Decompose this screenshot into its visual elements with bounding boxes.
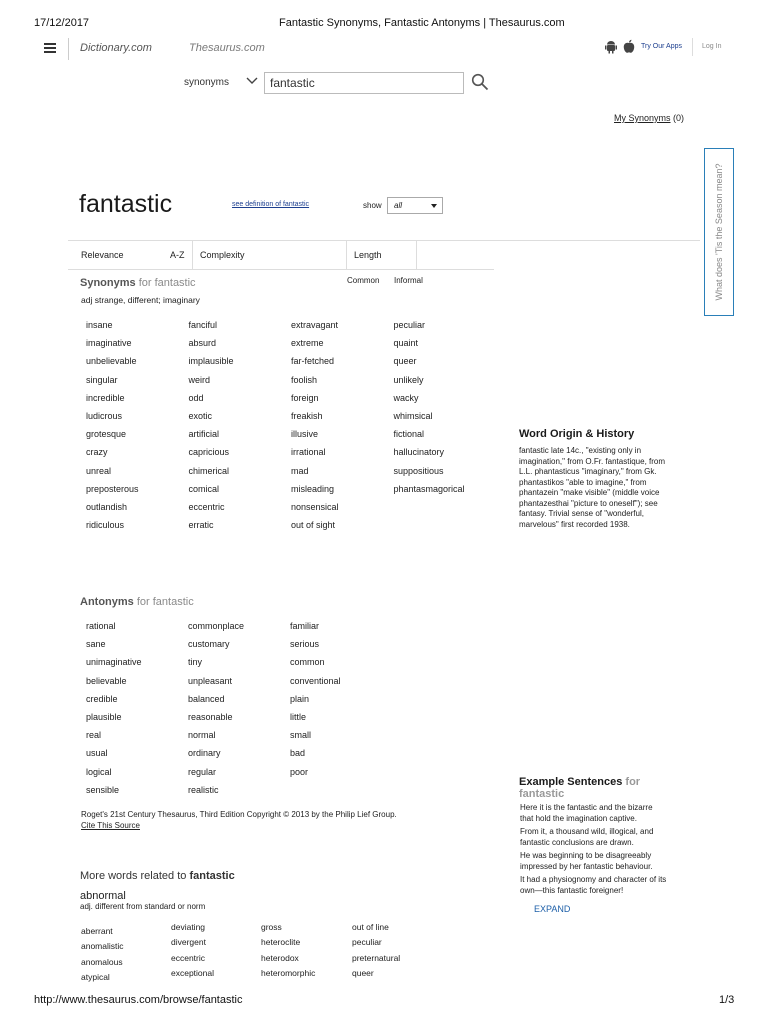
synonyms-heading-label: Synonyms xyxy=(80,277,136,289)
antonym-link[interactable]: ordinary xyxy=(188,748,221,759)
android-icon[interactable] xyxy=(604,40,618,54)
filter-common[interactable]: Common xyxy=(347,276,380,285)
tab-divider xyxy=(192,241,193,269)
example-sentences-label: Example Sentences xyxy=(519,776,623,788)
example-sentences-list xyxy=(520,803,666,899)
related-word-link[interactable]: gross xyxy=(261,922,282,932)
antonym-link[interactable]: small xyxy=(290,730,312,741)
synonym-link[interactable]: crazy xyxy=(86,447,108,458)
synonym-link[interactable]: out of sight xyxy=(291,520,336,531)
print-page-number: 1/3 xyxy=(719,994,735,1006)
synonym-link[interactable]: irrational xyxy=(291,447,326,458)
my-synonyms[interactable] xyxy=(614,113,684,123)
antonym-link[interactable]: real xyxy=(86,730,102,741)
example-sentences-for: for xyxy=(625,776,641,788)
example-sentence-line: own—this fantastic foreigner! xyxy=(520,885,624,895)
synonym-link[interactable]: whimsical xyxy=(393,411,433,421)
search-mode-select[interactable]: synonyms xyxy=(184,77,230,88)
filter-informal[interactable]: Informal xyxy=(394,276,423,285)
related-word-link[interactable]: anomalistic xyxy=(81,941,124,952)
chevron-down-icon[interactable] xyxy=(246,77,258,85)
synonym-link[interactable]: capricious xyxy=(188,447,230,458)
synonym-link[interactable]: chimerical xyxy=(188,465,230,476)
antonym-link[interactable]: credible xyxy=(86,693,118,704)
antonym-link[interactable]: logical xyxy=(86,766,112,777)
tab-divider xyxy=(416,241,417,269)
example-sentences-heading xyxy=(519,776,640,800)
show-label: show xyxy=(363,201,382,210)
dictionary-brand-link[interactable]: Dictionary.com xyxy=(80,42,152,54)
show-select[interactable] xyxy=(387,197,443,214)
print-url: http://www.thesaurus.com/browse/fantastic xyxy=(34,994,243,1006)
antonym-link[interactable]: sane xyxy=(86,639,106,650)
print-title: Fantastic Synonyms, Fantastic Antonyms | Thesaurus.com xyxy=(279,17,565,29)
tab-divider xyxy=(346,241,347,269)
example-sentence-line: Here it is the fantastic and the bizarre xyxy=(520,803,653,812)
caret-down-icon xyxy=(431,204,437,208)
synonym-link[interactable]: insane xyxy=(86,320,113,330)
antonym-link[interactable]: bad xyxy=(290,748,306,759)
word-origin-heading: Word Origin & History xyxy=(519,428,635,440)
expand-button[interactable]: EXPAND xyxy=(534,904,571,914)
antonyms-heading-word: for fantastic xyxy=(136,596,194,608)
example-sentence-line: impressed by her fantastic behaviour. xyxy=(520,861,653,871)
synonym-link[interactable]: extravagant xyxy=(291,320,339,330)
antonym-link[interactable]: unimaginative xyxy=(86,657,142,668)
more-words-lead: More words related to xyxy=(80,870,187,882)
word-origin-line: phantazesthai "picture to oneself"); see xyxy=(519,498,658,508)
related-word-link[interactable]: preternatural xyxy=(352,952,401,963)
related-word-link[interactable]: heterodox xyxy=(261,952,299,963)
synonym-link[interactable]: implausible xyxy=(188,356,234,367)
synonym-link[interactable]: preposterous xyxy=(86,483,139,494)
related-word-link[interactable]: divergent xyxy=(171,937,206,948)
more-words-word: fantastic xyxy=(189,870,235,882)
related-word-link[interactable]: anomalous xyxy=(81,956,123,967)
synonym-link[interactable]: foolish xyxy=(291,374,318,385)
sort-tabs xyxy=(68,240,494,270)
related-word-link[interactable]: exceptional xyxy=(171,967,215,978)
example-sentence-line: that hold the imagination captive. xyxy=(520,813,637,823)
synonym-link[interactable]: peculiar xyxy=(393,320,426,330)
try-our-apps-link[interactable]: Try Our Apps xyxy=(641,43,682,50)
synonym-link[interactable]: unbelievable xyxy=(86,356,137,367)
synonym-link[interactable]: eccentric xyxy=(188,502,225,512)
related-word-link[interactable]: peculiar xyxy=(352,937,382,948)
example-sentences-word: fantastic xyxy=(519,788,565,800)
print-date: 17/12/2017 xyxy=(34,17,90,29)
related-word-link[interactable]: heteroclite xyxy=(261,937,301,948)
example-sentence-line: From it, a thousand wild, illogical, and xyxy=(520,827,654,836)
related-word-link[interactable]: atypical xyxy=(81,971,110,982)
synonym-link[interactable]: wacky xyxy=(393,392,419,403)
synonym-link[interactable]: hallucinatory xyxy=(393,447,445,458)
cite-source-link[interactable]: Cite This Source xyxy=(81,821,140,830)
synonym-link[interactable]: exotic xyxy=(188,411,213,421)
antonym-link[interactable]: reasonable xyxy=(188,712,233,722)
synonym-link[interactable]: phantasmagorical xyxy=(393,483,465,494)
word-origin-line: fantasy. Trivial sense of "wonderful, xyxy=(519,509,644,518)
antonym-link[interactable]: tiny xyxy=(188,657,203,668)
more-words-heading xyxy=(80,870,235,882)
page-title: fantastic xyxy=(79,190,173,218)
synonyms-heading xyxy=(80,277,196,289)
word-origin-line: L.L. phantasticus "imaginary," from Gk. xyxy=(519,467,657,476)
synonyms-sense: adj strange, different; imaginary xyxy=(81,295,200,305)
related-word-link[interactable]: aberrant xyxy=(81,926,113,936)
example-sentence-line: He was beginning to be disagreeably xyxy=(520,851,652,860)
antonym-link[interactable]: common xyxy=(290,657,325,668)
copyright-text: Roget's 21st Century Thesaurus, Third Edition Copyright © 2013 by the Philip Lief Group. xyxy=(81,810,397,819)
synonym-link[interactable]: absurd xyxy=(188,338,217,349)
related-word-link[interactable]: out of line xyxy=(352,922,389,932)
synonym-link[interactable]: freakish xyxy=(291,411,323,421)
tabs-rule xyxy=(494,240,700,241)
synonym-link[interactable]: unreal xyxy=(86,465,112,476)
synonym-link[interactable]: ridiculous xyxy=(86,520,125,531)
example-sentence xyxy=(520,851,666,872)
synonym-link[interactable]: erratic xyxy=(188,520,214,531)
season-side-tab[interactable] xyxy=(704,148,734,316)
antonyms-heading-label: Antonyms xyxy=(80,596,134,608)
season-side-tab-label: What does 'Tis the Season mean? xyxy=(714,163,724,301)
antonym-link[interactable]: regular xyxy=(188,766,217,777)
search-icon[interactable] xyxy=(471,73,489,91)
antonym-link[interactable]: sensible xyxy=(86,784,120,795)
synonym-link[interactable]: quaint xyxy=(393,338,419,349)
nav-divider-right xyxy=(692,38,693,56)
synonym-link[interactable]: singular xyxy=(86,374,118,385)
synonym-link[interactable]: mad xyxy=(291,465,309,476)
search-input[interactable] xyxy=(264,72,464,94)
word-origin-line: fantastic late 14c., "existing only in xyxy=(519,446,642,455)
synonyms-heading-word: for fantastic xyxy=(138,277,196,289)
synonym-link[interactable]: illusive xyxy=(291,429,319,440)
antonym-link[interactable]: poor xyxy=(290,766,309,777)
synonym-link[interactable]: imaginative xyxy=(86,338,132,349)
word-origin-text xyxy=(519,446,665,530)
related-word-link[interactable]: heteromorphic xyxy=(261,967,316,978)
synonym-link[interactable]: foreign xyxy=(291,392,319,403)
login-link[interactable]: Log In xyxy=(702,43,722,50)
show-select-value: all xyxy=(394,201,403,210)
related-group-word[interactable]: abnormal xyxy=(80,890,126,902)
tab-complexity[interactable]: Complexity xyxy=(200,250,245,260)
synonym-link[interactable]: far-fetched xyxy=(291,356,335,367)
antonyms-heading xyxy=(80,596,194,608)
example-sentence-line: It had a physiognomy and character of its xyxy=(520,875,667,884)
synonym-link[interactable]: comical xyxy=(188,483,220,494)
example-sentence xyxy=(520,875,666,896)
menu-icon[interactable] xyxy=(44,43,56,55)
antonym-link[interactable]: realistic xyxy=(188,784,219,795)
example-sentence-line: fantastic conclusions are drawn. xyxy=(520,837,634,847)
synonym-link[interactable]: unlikely xyxy=(393,374,424,385)
antonym-link[interactable]: normal xyxy=(188,730,216,741)
example-sentence xyxy=(520,803,666,824)
related-word-link[interactable]: deviating xyxy=(171,922,206,932)
antonym-link[interactable]: plausible xyxy=(86,712,122,722)
synonym-link[interactable]: fictional xyxy=(393,429,425,440)
synonym-link[interactable]: suppositious xyxy=(393,465,444,476)
synonym-link[interactable]: queer xyxy=(393,356,417,367)
synonym-link[interactable]: incredible xyxy=(86,392,125,403)
thesaurus-brand-link[interactable]: Thesaurus.com xyxy=(189,42,265,54)
word-origin-line: marvelous" first recorded 1938. xyxy=(519,519,630,529)
synonym-link[interactable]: extreme xyxy=(291,338,324,349)
synonym-link[interactable]: artificial xyxy=(188,429,220,440)
antonym-link[interactable]: plain xyxy=(290,693,310,704)
synonym-link[interactable]: ludicrous xyxy=(86,411,123,421)
synonym-link[interactable]: odd xyxy=(188,392,204,403)
word-origin-line: phantazein "make visible" (middle voice xyxy=(519,488,660,497)
tab-az[interactable]: A-Z xyxy=(170,250,185,260)
my-synonyms-count: (0) xyxy=(673,113,685,123)
antonym-link[interactable]: believable xyxy=(86,675,127,686)
word-origin-line: phantastikos "able to imagine," from xyxy=(519,477,647,487)
antonym-link[interactable]: commonplace xyxy=(188,621,245,631)
related-group-definition: adj. different from standard or norm xyxy=(80,902,206,911)
synonym-link[interactable]: weird xyxy=(188,374,211,385)
apple-icon[interactable] xyxy=(622,39,636,54)
synonym-link[interactable]: grotesque xyxy=(86,429,127,440)
antonym-link[interactable]: customary xyxy=(188,639,230,650)
antonym-link[interactable]: conventional xyxy=(290,675,341,686)
tab-length[interactable]: Length xyxy=(354,250,382,260)
antonym-link[interactable]: rational xyxy=(86,621,116,631)
related-word-link[interactable]: queer xyxy=(352,967,374,978)
antonym-link[interactable]: balanced xyxy=(188,693,225,704)
synonym-link[interactable]: outlandish xyxy=(86,502,128,512)
nav-divider xyxy=(68,38,69,60)
antonym-link[interactable]: usual xyxy=(86,748,108,759)
example-sentence xyxy=(520,827,666,848)
synonym-link[interactable]: fanciful xyxy=(188,320,218,330)
word-origin-line: imagination," from O.Fr. fantastique, from xyxy=(519,456,666,466)
antonym-link[interactable]: serious xyxy=(290,639,320,650)
my-synonyms-link[interactable]: My Synonyms xyxy=(614,113,671,123)
related-word-link[interactable]: eccentric xyxy=(171,952,206,963)
antonym-link[interactable]: little xyxy=(290,712,307,722)
antonym-link[interactable]: unpleasant xyxy=(188,675,233,686)
synonym-link[interactable]: nonsensical xyxy=(291,502,339,512)
synonym-link[interactable]: misleading xyxy=(291,483,335,494)
tab-relevance[interactable]: Relevance xyxy=(81,250,124,260)
definition-link[interactable]: see definition of fantastic xyxy=(232,201,310,208)
antonym-link[interactable]: familiar xyxy=(290,621,320,631)
